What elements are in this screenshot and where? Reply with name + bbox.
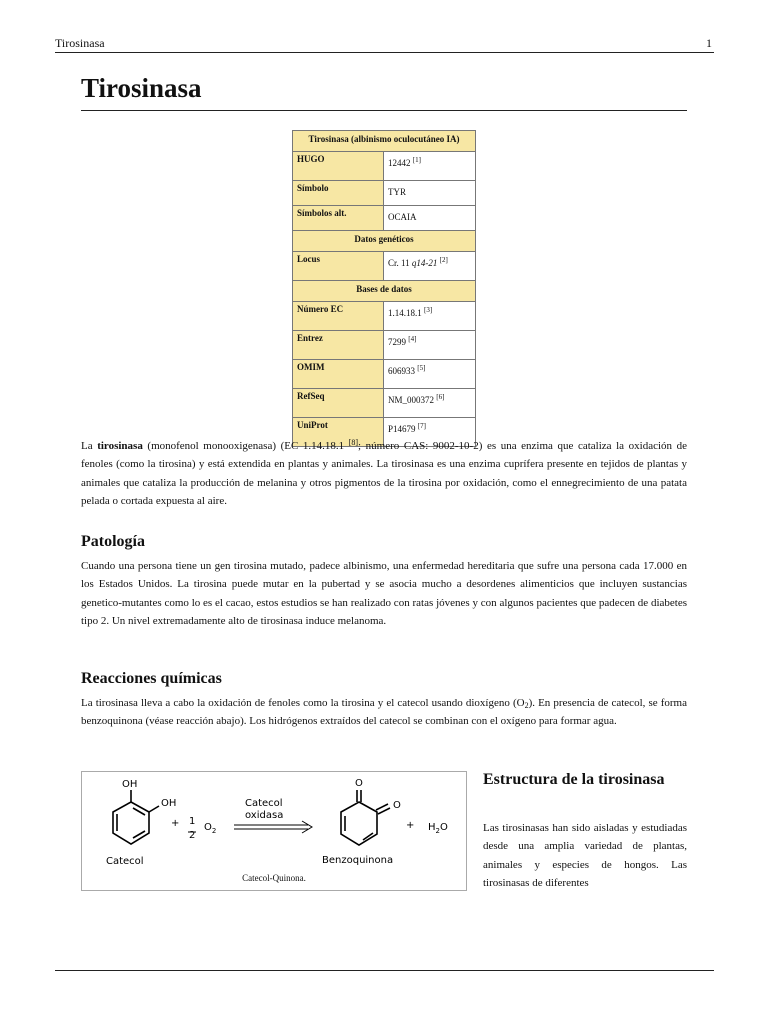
estructura-paragraph: Las tirosinasas han sido aisladas y estudiadas desde una amplia variedad de plantas, animales y especies de hongos. Las tirosinasas de diferentes <box>483 822 687 890</box>
intro-paragraph: La tirosinasa (monofenol monooxigenasa) (EC 1.14.18.1 [8]; número CAS: 9002-10-2) es una enzima que cataliza la oxidación de fenoles (como la tirosina) y está extendida en plantas y animales. La tirosinasa es una enzima cuprífera presente en tejidos de plantas y animales que cataliza la producción de melanina y otros pigmentos de la tirosina por oxidación, como el ennegrecimiento de una patata pelada o cortada expuesta al aire. <box>81 438 687 508</box>
infobox-value: Cr. 11 q14-21 [2] <box>384 252 476 281</box>
reacciones-paragraph: La tirosinasa lleva a cabo la oxidación de fenoles como la tirosina y el catecol usando dioxígeno $(O_2)$. En presencia de catecol, se forma benzoquinona (véase reacción abajo). Los hidrógenos extraídos del catecol se combinan con el oxígeno para formar agua. <box>81 697 687 728</box>
infobox-value: OCAIA <box>384 206 476 231</box>
infobox-row <box>293 389 476 418</box>
reference-link[interactable]: [4] <box>408 335 417 343</box>
infobox-key: Locus <box>293 252 384 281</box>
infobox-row <box>293 206 476 231</box>
footer-divider <box>55 970 714 971</box>
reference-link[interactable]: [3] <box>424 306 433 314</box>
title-divider <box>81 110 687 111</box>
benzoquinone-structure <box>341 790 390 845</box>
section-heading-estructura: Estructura de la tirosinasa <box>483 771 665 788</box>
section-heading-reacciones: Reacciones químicas <box>81 670 222 687</box>
carbonyl-label: O <box>393 800 401 811</box>
reference-link[interactable]: [1] <box>412 156 421 164</box>
infobox-value: NM_000372 [6] <box>384 389 476 418</box>
section-heading-patologia: Patología <box>81 533 145 550</box>
infobox-row <box>293 302 476 331</box>
infobox-key: Entrez <box>293 331 384 360</box>
infobox-row <box>293 252 476 281</box>
patologia-paragraph: Cuando una persona tiene un gen tirosina mutado, padece albinismo, una enfermedad hereditaria que sufre una persona cada 17.000 en los Estados Unidos. La tirosina puede mutar en la pubertad y se asocia mucho a desordenes alimenticios que incluyen sustancias genetico-mutantes como lo es el cacao, estos estudios se han realizado con ratas jóvenes y con algunos pacientes que padecen de diabetes tipo 2. Un nivel extremadamente alto de tirosinasa induce melanoma. <box>81 560 687 628</box>
infobox-key: Símbolo <box>293 181 384 206</box>
infobox-value: 7299 [4] <box>384 331 476 360</box>
catecol-label: Catecol <box>106 856 144 867</box>
infobox-table <box>292 130 476 447</box>
infobox-row <box>293 181 476 206</box>
running-title: Tirosinasa <box>55 36 105 50</box>
infobox-key: Símbolos alt. <box>293 206 384 231</box>
benzoquinona-label: Benzoquinona <box>322 855 394 866</box>
infobox-row <box>293 360 476 389</box>
reaction-arrow <box>234 821 312 833</box>
fraction-numerator: 1 <box>189 816 196 827</box>
infobox-section-databases: Bases de datos <box>293 281 476 302</box>
infobox-value: 606933 [5] <box>384 360 476 389</box>
reference-link[interactable]: [7] <box>417 422 426 430</box>
infobox-key: Número EC <box>293 302 384 331</box>
running-header <box>55 36 714 53</box>
infobox-key: HUGO <box>293 152 384 181</box>
infobox-title: Tirosinasa (albinismo oculocutáneo IA) <box>293 131 476 152</box>
carbonyl-label: O <box>355 778 363 789</box>
page-number: 1 <box>706 36 712 50</box>
intro-bold-term: tirosinasa <box>97 440 143 452</box>
reference-link[interactable]: [6] <box>436 393 445 401</box>
page-title: Tirosinasa <box>81 73 202 103</box>
infobox-key: UniProt <box>293 418 384 447</box>
hydroxyl-label: OH <box>122 779 138 790</box>
plus-sign: + <box>171 818 180 829</box>
reference-link[interactable]: [8] <box>348 438 359 447</box>
infobox-row <box>293 331 476 360</box>
infobox-value: P14679 [7] <box>384 418 476 447</box>
fraction-denominator: 2 <box>189 830 196 841</box>
enzyme-label-line2: oxidasa <box>245 810 284 821</box>
plus-sign: + <box>406 820 415 831</box>
enzyme-label-line1: Catecol <box>245 798 283 809</box>
infobox-key: RefSeq <box>293 389 384 418</box>
oxygen-label: $O_2$ <box>204 822 217 835</box>
infobox-row <box>293 152 476 181</box>
reference-link[interactable]: [5] <box>417 364 426 372</box>
infobox-key: OMIM <box>293 360 384 389</box>
infobox-value: 12442 [1] <box>384 152 476 181</box>
infobox-value: TYR <box>384 181 476 206</box>
water-label: $H_2O$ <box>428 822 448 835</box>
infobox-section-genetic: Datos genéticos <box>293 231 476 252</box>
catechol-structure <box>113 790 159 844</box>
reference-link[interactable]: [2] <box>439 256 448 264</box>
hydroxyl-label: OH <box>161 798 177 809</box>
infobox-value: 1.14.18.1 [3] <box>384 302 476 331</box>
reaction-figure <box>81 771 467 891</box>
figure-caption: Catecol-Quinona. <box>242 873 306 883</box>
